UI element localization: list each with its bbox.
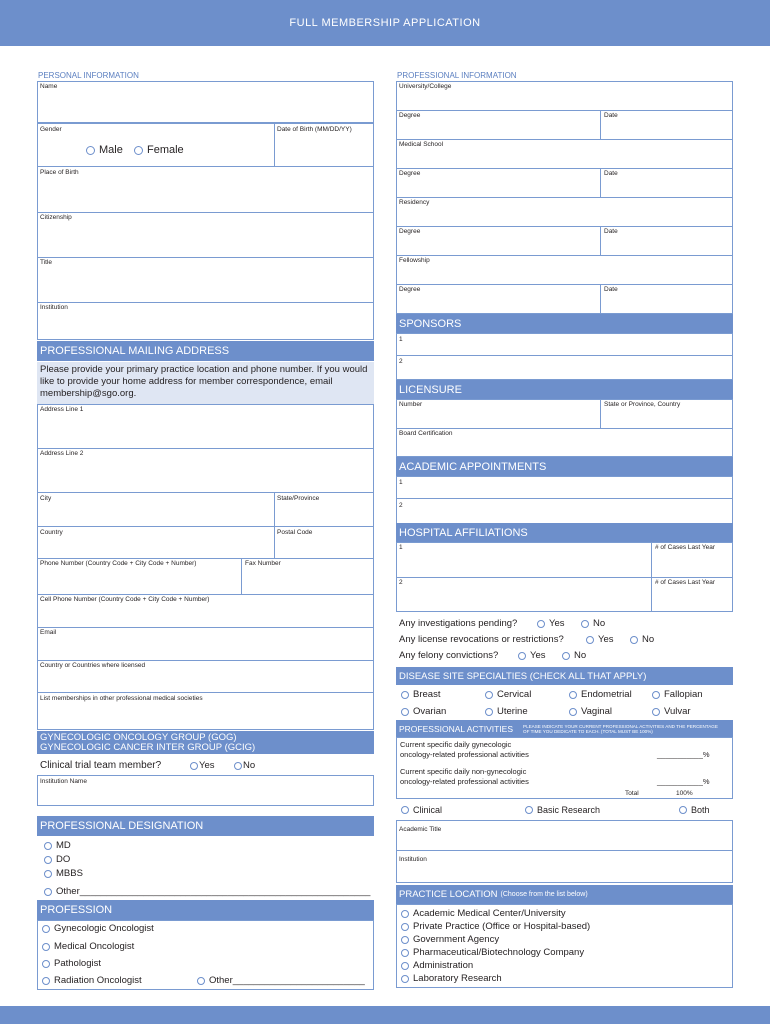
- radio-icon: [44, 888, 52, 896]
- disease-label: Fallopian: [664, 689, 703, 700]
- disease-fallopian[interactable]: [652, 689, 703, 700]
- institution-name-field[interactable]: [37, 775, 374, 806]
- investigations-yes[interactable]: [537, 618, 565, 629]
- yes-radio-icon: [537, 620, 545, 628]
- disease-label: Endometrial: [581, 689, 632, 700]
- profession-pathologist[interactable]: [42, 958, 101, 969]
- date-1-field[interactable]: [600, 110, 733, 140]
- medical-school-field[interactable]: [396, 139, 733, 169]
- disease-breast[interactable]: [401, 689, 440, 700]
- activity-1-line-2: oncology-related professional activities: [400, 750, 529, 759]
- licensed-countries-label: Country or Countries where licensed: [40, 662, 146, 669]
- disease-vulvar[interactable]: [652, 706, 691, 717]
- licensure-header: LICENSURE: [396, 380, 733, 400]
- revocations-no[interactable]: [630, 634, 654, 645]
- email-label: Email: [40, 629, 57, 636]
- profession-other[interactable]: [197, 975, 365, 986]
- hospital-1-field[interactable]: [396, 542, 652, 578]
- disease-specialties-header: DISEASE SITE SPECIALTIES (CHECK ALL THAT APPLY): [396, 667, 733, 685]
- practice-location-note: (Choose from the list below): [500, 891, 588, 898]
- practice-option-label: Private Practice (Office or Hospital-based): [413, 921, 591, 932]
- date-label: Date: [604, 170, 618, 177]
- yes-label: Yes: [549, 618, 565, 629]
- sponsor-2-label: 2: [399, 358, 403, 365]
- country-label: Country: [40, 529, 63, 536]
- disease-label: Ovarian: [413, 706, 447, 717]
- practice-option-label: Academic Medical Center/University: [413, 908, 566, 919]
- radio-icon: [44, 870, 52, 878]
- practice-location-header: [396, 885, 733, 904]
- profession-rad-onc[interactable]: [42, 975, 142, 986]
- address-line-2-field[interactable]: [37, 448, 374, 493]
- no-radio-icon: [581, 620, 589, 628]
- radio-icon: [401, 936, 409, 944]
- place-of-birth-label: Place of Birth: [40, 169, 79, 176]
- license-number-label: Number: [399, 401, 423, 408]
- address-line-1-label: Address Line 1: [40, 406, 84, 413]
- residency-label: Residency: [399, 199, 430, 206]
- designation-label: MBBS: [56, 868, 83, 879]
- designation-md[interactable]: [44, 840, 71, 851]
- radio-icon: [44, 856, 52, 864]
- citizenship-field[interactable]: [37, 212, 374, 258]
- sponsor-2-field[interactable]: [396, 355, 733, 380]
- total-label: Total: [625, 790, 639, 797]
- radio-icon: [197, 977, 205, 985]
- practice-option-2[interactable]: [401, 921, 590, 932]
- date-label: Date: [604, 286, 618, 293]
- practice-institution-label: Institution: [399, 856, 427, 863]
- gog-header-line1: GYNECOLOGIC ONCOLOGY GROUP (GOG): [40, 732, 237, 743]
- disease-vaginal[interactable]: [569, 706, 612, 717]
- female-label: Female: [147, 144, 184, 156]
- appointment-2-label: 2: [399, 502, 403, 509]
- profession-med-onc[interactable]: [42, 941, 134, 952]
- practice-option-label: Administration: [413, 960, 474, 971]
- checkbox-icon: [485, 708, 493, 716]
- degree-1-field[interactable]: [396, 110, 601, 140]
- female-radio-icon: [134, 146, 143, 155]
- memberships-label: List memberships in other professional medical societies: [40, 695, 203, 702]
- dob-label: Date of Birth (MM/DD/YY): [277, 126, 352, 133]
- sponsor-1-field[interactable]: [396, 333, 733, 356]
- radio-icon: [679, 806, 687, 814]
- date-2-field[interactable]: [600, 168, 733, 198]
- yes-label: Yes: [598, 634, 614, 645]
- designation-header: PROFESSIONAL DESIGNATION: [37, 816, 374, 836]
- professional-info-title: PROFESSIONAL INFORMATION: [397, 71, 517, 80]
- male-option[interactable]: [86, 144, 123, 156]
- practice-option-4[interactable]: [401, 947, 584, 958]
- date-label: Date: [604, 228, 618, 235]
- page-title: FULL MEMBERSHIP APPLICATION: [0, 0, 770, 46]
- designation-mbbs[interactable]: [44, 868, 83, 879]
- disease-cervical[interactable]: [485, 689, 531, 700]
- no-label: No: [574, 650, 587, 661]
- designation-do[interactable]: [44, 854, 70, 865]
- activity-2-line-2: oncology-related professional activities: [400, 777, 529, 786]
- designation-label: MD: [56, 840, 71, 851]
- designation-other-label: Other_______________________________________________________: [56, 886, 371, 897]
- profession-other-label: Other_________________________: [209, 975, 365, 986]
- radio-icon: [42, 943, 50, 951]
- disease-label: Uterine: [497, 706, 528, 717]
- degree-3-field[interactable]: [396, 226, 601, 256]
- activity-clinical[interactable]: [401, 805, 442, 815]
- disease-ovarian[interactable]: [401, 706, 446, 717]
- radio-icon: [401, 910, 409, 918]
- institution-label: Institution: [40, 304, 68, 311]
- personal-info-title: PERSONAL INFORMATION: [38, 71, 139, 80]
- disease-endometrial[interactable]: [569, 689, 632, 700]
- fellowship-label: Fellowship: [399, 257, 430, 264]
- postal-code-label: Postal Code: [277, 529, 313, 536]
- radio-icon: [44, 842, 52, 850]
- degree-label: Degree: [399, 286, 421, 293]
- radio-icon: [525, 806, 533, 814]
- university-label: University/College: [399, 83, 452, 90]
- cases-1-label: # of Cases Last Year: [655, 544, 715, 551]
- radio-icon: [42, 977, 50, 985]
- no-label: No: [243, 760, 256, 771]
- activity-1-line-1: Current specific daily gynecologic: [400, 740, 512, 749]
- date-4-field[interactable]: [600, 284, 733, 314]
- yes-label: Yes: [199, 760, 215, 771]
- radio-icon: [42, 925, 50, 933]
- radio-icon: [401, 806, 409, 814]
- no-radio-icon: [234, 762, 242, 770]
- clinical-label: Clinical: [413, 805, 443, 815]
- designation-label: DO: [56, 854, 71, 865]
- date-3-field[interactable]: [600, 226, 733, 256]
- practice-option-3[interactable]: [401, 934, 499, 945]
- degree-label: Degree: [399, 170, 421, 177]
- profession-label: Gynecologic Oncologist: [54, 923, 154, 934]
- practice-option-label: Laboratory Research: [413, 973, 502, 984]
- citizenship-label: Citizenship: [40, 214, 72, 221]
- profession-label: Radiation Oncologist: [54, 975, 142, 986]
- state-label: State/Province: [277, 495, 320, 502]
- disease-label: Vaginal: [581, 706, 612, 717]
- disease-uterine[interactable]: [485, 706, 528, 717]
- degree-label: Degree: [399, 228, 421, 235]
- clinical-trial-question: Clinical trial team member?: [40, 760, 162, 771]
- degree-2-field[interactable]: [396, 168, 601, 198]
- practice-location-label: PRACTICE LOCATION: [399, 889, 498, 900]
- date-label: Date: [604, 112, 618, 119]
- yes-radio-icon: [586, 636, 594, 644]
- yes-radio-icon: [518, 652, 526, 660]
- hospital-1-label: 1: [399, 544, 403, 551]
- appointment-2-field[interactable]: [396, 498, 733, 524]
- male-label: Male: [99, 144, 123, 156]
- degree-label: Degree: [399, 112, 421, 119]
- checkbox-icon: [652, 691, 660, 699]
- residency-field[interactable]: [396, 197, 733, 227]
- designation-other[interactable]: [44, 886, 370, 897]
- appointment-1-field[interactable]: [396, 476, 733, 499]
- clinical-trial-no[interactable]: [234, 760, 255, 771]
- mailing-note: Please provide your primary practice location and phone number. If you would like to provide your home address for member correspondence, email membership@sgo.org.: [37, 362, 374, 404]
- practice-institution-field[interactable]: [396, 850, 733, 883]
- address-line-2-label: Address Line 2: [40, 450, 84, 457]
- phone-label: Phone Number (Country Code + City Code + Number): [40, 560, 197, 567]
- name-field[interactable]: [37, 81, 374, 123]
- radio-icon: [401, 975, 409, 983]
- fax-label: Fax Number: [245, 560, 281, 567]
- city-label: City: [40, 495, 52, 502]
- disease-label: Cervical: [497, 689, 532, 700]
- hospital-2-label: 2: [399, 579, 403, 586]
- practice-option-5[interactable]: [401, 960, 473, 971]
- practice-option-label: Pharmaceutical/Biotechnology Company: [413, 947, 585, 958]
- no-label: No: [642, 634, 655, 645]
- medical-school-label: Medical School: [399, 141, 444, 148]
- license-number-field[interactable]: [396, 399, 601, 429]
- sponsors-header: SPONSORS: [396, 314, 733, 334]
- investigations-question: Any investigations pending?: [399, 618, 518, 629]
- checkbox-icon: [401, 708, 409, 716]
- gog-header: [37, 731, 374, 754]
- felony-no[interactable]: [562, 650, 586, 661]
- felony-question: Any felony convictions?: [399, 650, 499, 661]
- address-line-1-field[interactable]: [37, 404, 374, 449]
- academic-title-label: Academic Title: [399, 826, 442, 833]
- practice-option-label: Government Agency: [413, 934, 500, 945]
- disease-label: Breast: [413, 689, 441, 700]
- both-label: Both: [691, 805, 710, 815]
- hospital-affiliations-header: HOSPITAL AFFILIATIONS: [396, 523, 733, 543]
- activity-basic-research[interactable]: [525, 805, 600, 815]
- checkbox-icon: [401, 691, 409, 699]
- footer-bar: [0, 1006, 770, 1024]
- profession-label: Medical Oncologist: [54, 941, 135, 952]
- practice-option-1[interactable]: [401, 908, 566, 919]
- academic-title-field[interactable]: [396, 820, 733, 851]
- male-radio-icon: [86, 146, 95, 155]
- place-of-birth-field[interactable]: [37, 166, 374, 213]
- investigations-no[interactable]: [581, 618, 605, 629]
- basic-research-label: Basic Research: [537, 805, 601, 815]
- hospital-2-field[interactable]: [396, 577, 652, 612]
- total-value: 100%: [676, 790, 693, 797]
- profession-header: PROFESSION: [37, 900, 374, 920]
- activity-2-percent[interactable]: ___________%: [657, 777, 710, 786]
- yes-radio-icon: [190, 762, 198, 770]
- country-field[interactable]: [37, 526, 275, 559]
- practice-option-6[interactable]: [401, 973, 502, 984]
- fellowship-field[interactable]: [396, 255, 733, 285]
- clinical-trial-yes[interactable]: [190, 760, 215, 771]
- profession-gyn-onc[interactable]: [42, 923, 154, 934]
- appointment-1-label: 1: [399, 479, 403, 486]
- name-label: Name: [40, 83, 58, 90]
- mailing-address-header: PROFESSIONAL MAILING ADDRESS: [37, 341, 374, 361]
- checkbox-icon: [652, 708, 660, 716]
- gog-header-line2: GYNECOLOGIC CANCER INTER GROUP (GCIG): [40, 742, 256, 753]
- sponsor-1-label: 1: [399, 336, 403, 343]
- radio-icon: [401, 962, 409, 970]
- degree-4-field[interactable]: [396, 284, 601, 314]
- board-cert-label: Board Certification: [399, 430, 453, 437]
- no-radio-icon: [630, 636, 638, 644]
- radio-icon: [42, 960, 50, 968]
- title-label: Title: [40, 259, 53, 266]
- profession-label: Pathologist: [54, 958, 102, 969]
- cell-phone-label: Cell Phone Number (Country Code + City Code + Number): [40, 596, 210, 603]
- professional-activities-header: [396, 720, 733, 738]
- city-field[interactable]: [37, 492, 275, 527]
- institution-field[interactable]: [37, 302, 374, 340]
- revocations-yes[interactable]: [586, 634, 614, 645]
- activity-1-percent[interactable]: ___________%: [657, 750, 710, 759]
- license-state-label: State or Province, Country: [604, 401, 681, 408]
- activity-both[interactable]: [679, 805, 710, 815]
- felony-yes[interactable]: [518, 650, 546, 661]
- title-field[interactable]: [37, 257, 374, 303]
- institution-name-label: Institution Name: [40, 778, 87, 785]
- activities-header-note: PLEASE INDICATE YOUR CURRENT PROFESSIONAL ACTIVITIES AND THE PERCENTAGE OF TIME YOU DEDICATE TO EACH. (TOTAL MUST BE 100%): [523, 723, 718, 734]
- no-label: No: [593, 618, 606, 629]
- revocations-question: Any license revocations or restrictions?: [399, 634, 564, 645]
- activities-header-label: PROFESSIONAL ACTIVITIES: [399, 724, 513, 734]
- no-radio-icon: [562, 652, 570, 660]
- cases-2-label: # of Cases Last Year: [655, 579, 715, 586]
- activity-2-line-1: Current specific daily non-gynecologic: [400, 767, 527, 776]
- gender-label: Gender: [40, 126, 62, 133]
- checkbox-icon: [569, 691, 577, 699]
- radio-icon: [401, 949, 409, 957]
- radio-icon: [401, 923, 409, 931]
- female-option[interactable]: [134, 144, 184, 156]
- disease-label: Vulvar: [664, 706, 691, 717]
- academic-appointments-header: ACADEMIC APPOINTMENTS: [396, 457, 733, 477]
- checkbox-icon: [569, 708, 577, 716]
- checkbox-icon: [485, 691, 493, 699]
- email-field[interactable]: [37, 627, 374, 661]
- yes-label: Yes: [530, 650, 546, 661]
